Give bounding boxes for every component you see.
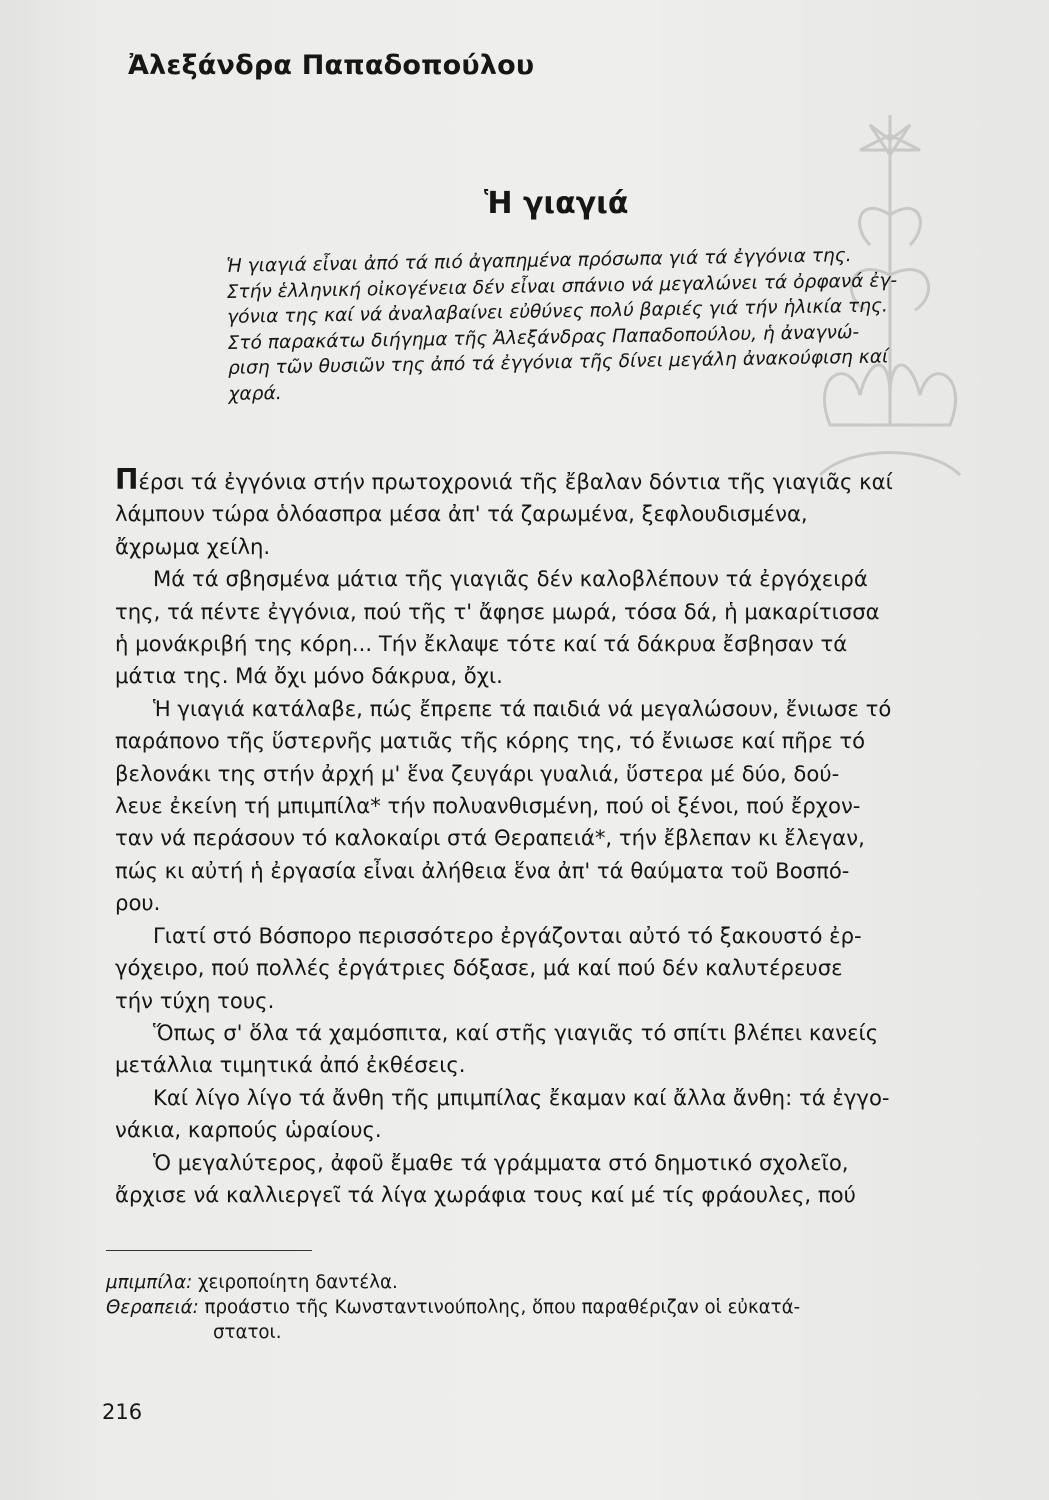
body-line: λευε ἐκείνη τή μπιμπίλα* τήν πολυανθισμένη, πού οἱ ξένοι, πού ἔρχον- (115, 793, 861, 819)
footnote-text: προάστιο τῆς Κωνσταντινούπολης, ὅπου παραθέριζαν οἱ εὐκατά- (198, 1297, 801, 1318)
body-line (115, 463, 985, 498)
body-line: παράπονο τῆς ὕστερνῆς ματιᾶς τῆς κόρης της, τό ἔνιωσε καί πῆρε τό (115, 728, 866, 754)
intro-line: Στό παρακάτω διήγημα τῆς Ἀλεξάνδρας Παπαδοπούλου, ἡ ἀναγνώ- (227, 321, 860, 354)
body-line: της, τά πέντε ἐγγόνια, πού τῆς τ' ἄφησε μωρά, τόσα δά, ἡ μακαρίτισσα (115, 598, 880, 624)
intro-line: γόνια της καί νά ἀναλαβαίνει εὐθύνες πολύ βαριές γιά τήν ἡλικία της. (226, 295, 888, 328)
page-number: 216 (102, 1400, 143, 1424)
intro-paragraph (226, 241, 989, 407)
body-line: γόχειρο, πού πολλές ἐργάτριες δόξασε, μά καί πού δέν καλυτέρευσε (115, 955, 843, 981)
body-line: Μά τά σβησμένα μάτια τῆς γιαγιᾶς δέν καλοβλέπουν τά ἐργόχειρά (153, 566, 868, 592)
body-line: τήν τύχη τους. (115, 987, 275, 1013)
drop-cap: Π (115, 463, 139, 496)
body-line: ταν νά περάσουν τό καλοκαίρι στά Θεραπειά*, τήν ἔβλεπαν κι ἔλεγαν, (115, 825, 865, 851)
footnote-divider (106, 1250, 312, 1251)
intro-line: χαρά. (228, 382, 282, 405)
intro-line: Στήν ἑλληνική οἰκογένεια δέν εἶναι σπάνιο νά μεγαλώνει τά ὀρφανά ἐγ- (226, 269, 898, 303)
footnote-term: μπιμπίλα: (106, 1272, 193, 1293)
footnote-text: χειροποίητη δαντέλα. (192, 1272, 398, 1293)
footnote-term: Θεραπειά: (106, 1297, 199, 1318)
body-line: Ὅπως σ' ὅλα τά χαμόσπιτα, καί στῆς γιαγιᾶς τό σπίτι βλέπει κανείς (153, 1019, 879, 1045)
body-line: Γιατί στό Βόσπορο περισσότερο ἐργάζονται αὐτό τό ξακουστό ἐρ- (153, 922, 862, 948)
body-line: μάτια της. Μά ὄχι μόνο δάκρυα, ὄχι. (115, 663, 503, 689)
body-line: λάμπουν τώρα ὁλόασπρα μέσα ἀπ' τά ζαρωμένα, ξεφλουδισμένα, (115, 501, 808, 527)
intro-line: ριση τῶν θυσιῶν της ἀπό τά ἐγγόνια τῆς δίνει μεγάλη ἀνακούφιση καί (227, 346, 889, 379)
story-body (115, 463, 985, 1211)
body-line: ἄχρωμα χείλη. (115, 533, 271, 559)
body-line: ἡ μονάκριβή της κόρη... Τήν ἔκλαψε τότε καί τά δάκρυα ἔσβησαν τά (115, 631, 848, 657)
body-line: βελονάκι της στήν ἀρχή μ' ἕνα ζευγάρι γυαλιά, ὕστερα μέ δύο, δού- (115, 760, 840, 786)
footnote-continuation: στατοι. (213, 1322, 282, 1343)
body-line: Ὁ μεγαλύτερος, ἀφοῦ ἔμαθε τά γράμματα στό δημοτικό σχολεῖο, (153, 1149, 849, 1175)
body-line: πώς κι αὐτή ἡ ἐργασία εἶναι ἀλήθεια ἕνα ἀπ' τά θαύματα τοῦ Βοσπό- (115, 857, 850, 883)
footnote (106, 1295, 986, 1320)
footnote (106, 1270, 986, 1295)
body-line: νάκια, καρπούς ὡραίους. (115, 1117, 382, 1143)
body-line: μετάλλια τιμητικά ἀπό ἐκθέσεις. (115, 1052, 466, 1078)
body-line: ἄρχισε νά καλλιεργεῖ τά λίγα χωράφια τους καί μέ τίς φράουλες, πού (115, 1181, 856, 1207)
body-line: Καί λίγο λίγο τά ἄνθη τῆς μπιμπίλας ἔκαμαν καί ἄλλα ἄνθη: τά ἐγγο- (153, 1084, 890, 1110)
intro-line: Ἡ γιαγιά εἶναι ἀπό τά πιό ἀγαπημένα πρόσωπα γιά τά ἐγγόνια της. (226, 245, 852, 277)
body-first-line-text: έρσι τά ἐγγόνια στήν πρωτοχρονιά τῆς ἔβαλαν δόντια τῆς γιαγιᾶς καί (138, 469, 893, 494)
body-line: ρου. (115, 890, 161, 916)
story-title: Ἡ γιαγιά (484, 186, 629, 221)
author-name: Ἀλεξάνδρα Παπαδοπούλου (128, 50, 535, 81)
footnotes (106, 1270, 986, 1345)
body-line: Ἡ γιαγιά κατάλαβε, πώς ἔπρεπε τά παιδιά νά μεγαλώσουν, ἔνιωσε τό (153, 695, 892, 721)
